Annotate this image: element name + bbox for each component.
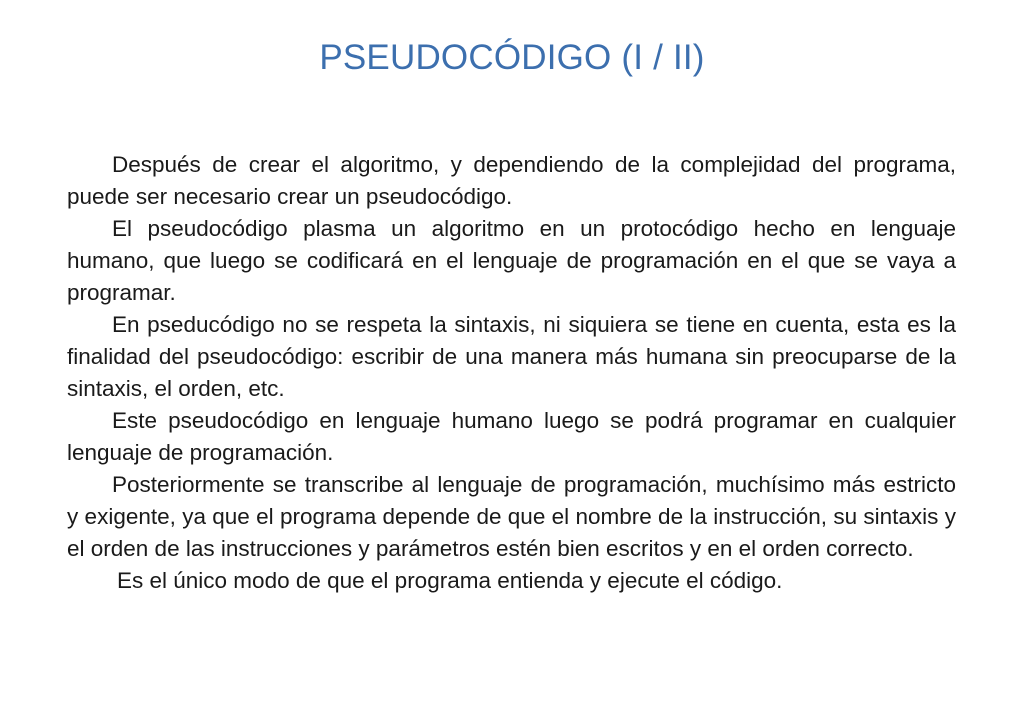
paragraph-6: Es el único modo de que el programa entienda y ejecute el código. xyxy=(117,568,783,593)
paragraph-5: Posteriormente se transcribe al lenguaje de programación, muchísimo más estricto y exigente, ya que el programa depende de que el nombre de la instrucción, su sintaxis y el orden de las instrucciones y parámetros estén bien escritos y en el orden correcto. xyxy=(67,472,956,561)
paragraph-1: Después de crear el algoritmo, y dependiendo de la complejidad del programa, puede ser necesario crear un pseudocódigo. xyxy=(67,152,956,209)
paragraph-4: Este pseudocódigo en lenguaje humano luego se podrá programar en cualquier lenguaje de programación. xyxy=(67,408,956,465)
paragraph-2: El pseudocódigo plasma un algoritmo en un protocódigo hecho en lenguaje humano, que luego se codificará en el lenguaje de programación en el que se vaya a programar. xyxy=(67,216,956,305)
slide-body xyxy=(67,149,956,597)
paragraph-3: En pseducódigo no se respeta la sintaxis, ni siquiera se tiene en cuenta, esta es la finalidad del pseudocódigo: escribir de una manera más humana sin preocuparse de la sintaxis, el orden, etc. xyxy=(67,312,956,401)
slide-title: PSEUDOCÓDIGO (I / II) xyxy=(319,38,705,77)
